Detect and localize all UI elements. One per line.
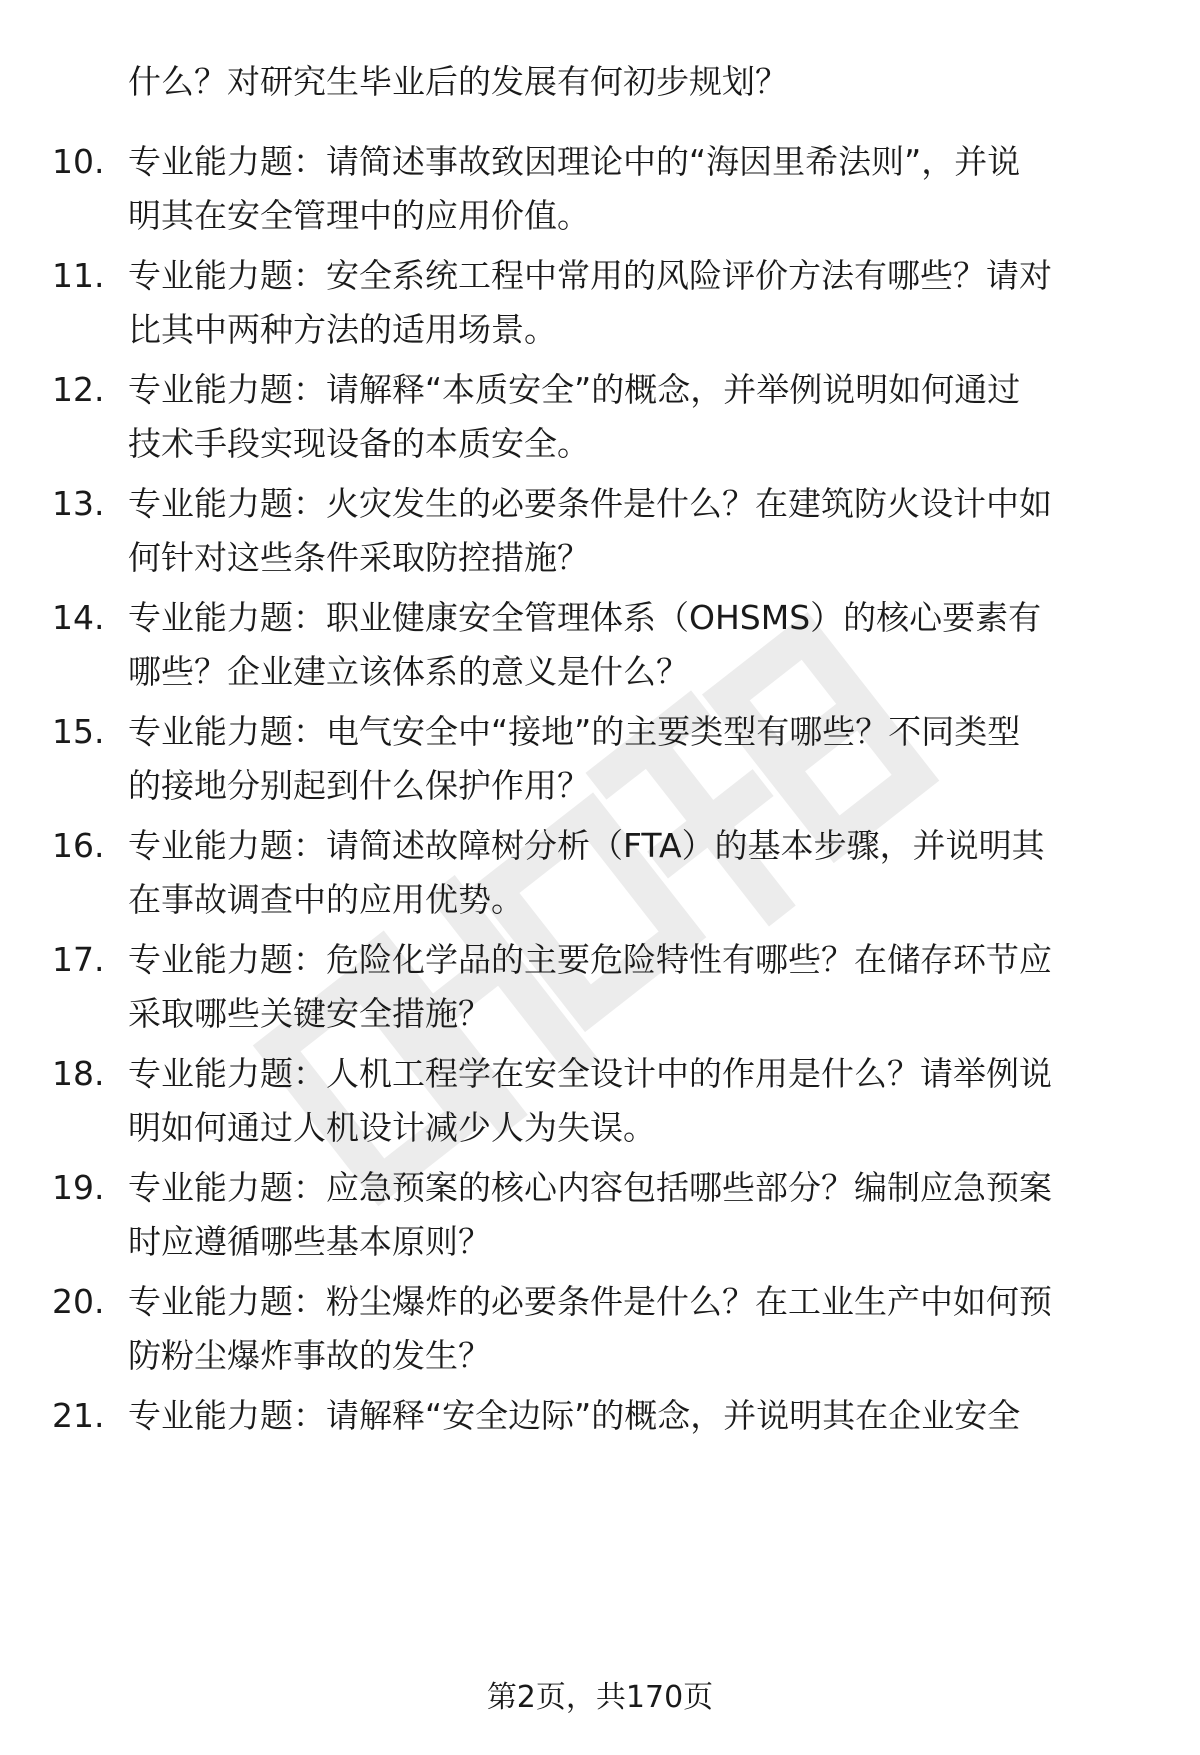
item-text-line: 专业能力题：请解释“安全边际”的概念，并说明其在企业安全 [128,1396,1021,1435]
item-text-line: 防粉尘爆炸事故的发生？ [128,1336,491,1375]
item-text-line: 专业能力题：职业健康安全管理体系（OHSMS）的核心要素有 [128,598,1042,637]
item-number: 21. [52,1396,105,1435]
continuation-line: 什么？对研究生毕业后的发展有何初步规划？ [128,62,788,101]
list-item [0,820,1200,930]
item-number: 11. [52,256,105,295]
list-item [0,364,1200,474]
item-number: 16. [52,826,105,865]
item-text-line: 的接地分别起到什么保护作用？ [128,766,590,805]
list-item [0,1162,1200,1272]
item-text-line: 专业能力题：火灾发生的必要条件是什么？在建筑防火设计中如 [128,484,1052,523]
item-number: 12. [52,370,105,409]
list-item [0,1048,1200,1158]
item-number: 13. [52,484,105,523]
item-number: 19. [52,1168,105,1207]
list-item [0,250,1200,360]
item-text-line: 专业能力题：安全系统工程中常用的风险评价方法有哪些？请对 [128,256,1052,295]
item-text-line: 明其在安全管理中的应用价值。 [128,196,590,235]
page-footer: 第2页，共170页 [486,1680,714,1715]
item-text-line: 专业能力题：应急预案的核心内容包括哪些部分？编制应急预案 [128,1168,1052,1207]
item-number: 17. [52,940,105,979]
item-number: 15. [52,712,105,751]
item-text-line: 何针对这些条件采取防控措施？ [128,538,590,577]
item-text-line: 专业能力题：人机工程学在安全设计中的作用是什么？请举例说 [128,1054,1052,1093]
item-text-line: 采取哪些关键安全措施？ [128,994,491,1033]
item-text-line: 明如何通过人机设计减少人为失误。 [128,1108,656,1147]
list-item [0,1390,1200,1500]
item-text-line: 专业能力题：危险化学品的主要危险特性有哪些？在储存环节应 [128,940,1052,979]
item-text-line: 专业能力题：粉尘爆炸的必要条件是什么？在工业生产中如何预 [128,1282,1052,1321]
item-number: 14. [52,598,105,637]
list-item [0,934,1200,1044]
item-text-line: 比其中两种方法的适用场景。 [128,310,557,349]
item-text-line: 时应遵循哪些基本原则？ [128,1222,491,1261]
item-number: 10. [52,142,105,181]
list-item [0,136,1200,246]
item-text-line: 专业能力题：请简述事故致因理论中的“海因里希法则”，并说 [128,142,1021,181]
item-number: 18. [52,1054,105,1093]
list-item [0,478,1200,588]
list-item [0,706,1200,816]
item-text-line: 哪些？企业建立该体系的意义是什么？ [128,652,689,691]
list-item [0,592,1200,702]
item-text-line: 专业能力题：请解释“本质安全”的概念，并举例说明如何通过 [128,370,1021,409]
list-item [0,1276,1200,1386]
item-text-line: 专业能力题：请简述故障树分析（FTA）的基本步骤，并说明其 [128,826,1045,865]
item-text-line: 在事故调查中的应用优势。 [128,880,524,919]
item-text-line: 专业能力题：电气安全中“接地”的主要类型有哪些？不同类型 [128,712,1021,751]
item-text-line: 技术手段实现设备的本质安全。 [128,424,590,463]
item-number: 20. [52,1282,105,1321]
